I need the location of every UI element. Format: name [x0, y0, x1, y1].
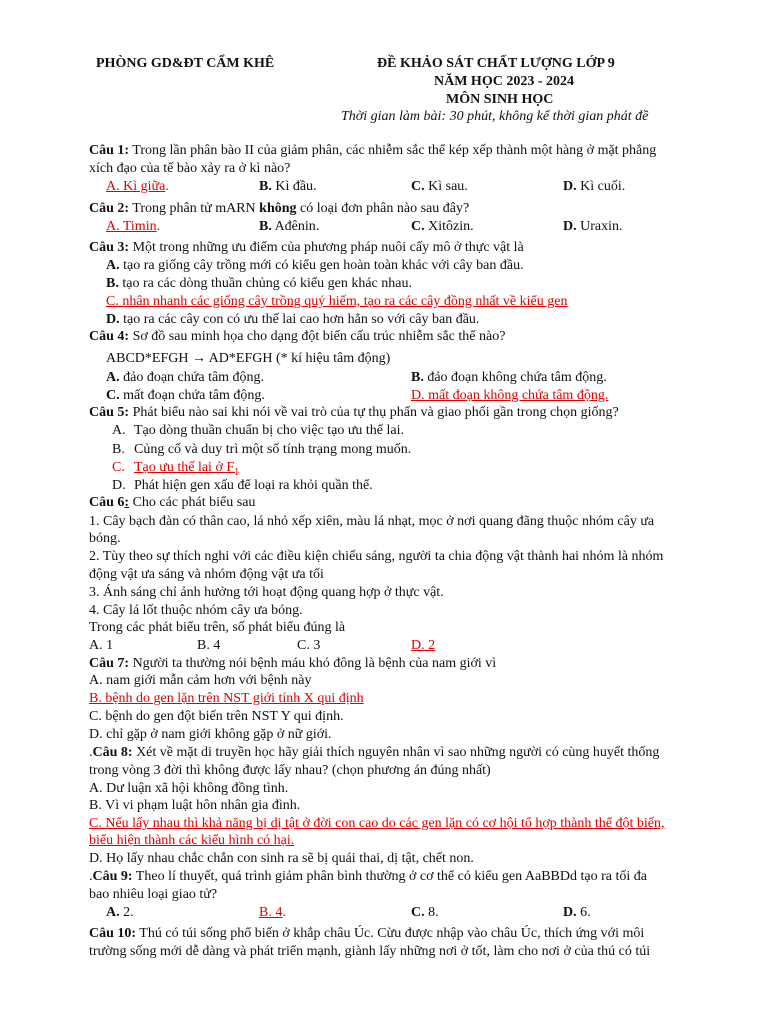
question-7: Câu 7: Người ta thường nói bệnh máu khó đông là bệnh của nam giới vì	[89, 656, 497, 671]
q9-option-a: A. 2.	[106, 905, 134, 920]
q6-statement-2: 2. Tùy theo sự thích nghi với các điều kiện chiếu sáng, người ta chia động vật thành hai nhóm là nhóm	[89, 549, 664, 564]
question-10: Câu 10: Thú có túi sống phổ biến ở khắp châu Úc. Cừu được nhập vào châu Úc, thích ứng với môi	[89, 926, 645, 941]
q5-option-b-text: Củng cố và duy trì một số tính trạng mong muốn.	[134, 442, 412, 457]
question-2: Câu 2: Trong phân tử mARN không có loại đơn phân nào sau đây?	[89, 201, 470, 216]
q6-option-a: A. 1	[89, 638, 114, 653]
q7-option-b: B. bệnh do gen lặn trên NST giới tính X qui định	[89, 691, 364, 706]
q5-option-c: C.	[112, 460, 125, 475]
question-9: .Câu 9: Theo lí thuyết, quá trình giảm phân bình thường ở cơ thể có kiểu gen AaBBDd tạo ra tối đa	[89, 869, 647, 884]
q6-statement-1: 1. Cây bạch đàn có thân cao, lá nhỏ xếp xiên, màu lá nhạt, mọc ở nơi quang đãng thuộc nhóm cây ưa	[89, 514, 655, 529]
q2-option-c: C. Xitôzin.	[411, 219, 474, 234]
q4-option-a: A. đảo đoạn chứa tâm động.	[106, 370, 265, 385]
q3-option-d: D. tạo ra các cây con có ưu thế lai cao hơn hẳn so với cây ban đầu.	[106, 312, 480, 327]
q9-option-b: B. 4.	[259, 905, 286, 920]
q6-option-d: D. 2	[411, 638, 436, 653]
q6-statement-2-cont: động vật ưa sáng và nhóm động vật ưa tối	[89, 567, 324, 582]
q1-option-d: D. Kì cuối.	[563, 179, 626, 194]
q1-option-b: B. Kì đầu.	[259, 179, 317, 194]
subject-name: MÔN SINH HỌC	[446, 92, 554, 107]
q5-option-c-text: Tạo ưu thế lai ở $F_1$	[134, 460, 240, 478]
q4-option-c: C. mất đoạn chứa tâm động.	[106, 388, 265, 403]
q9-option-c: C. 8.	[411, 905, 439, 920]
q2-option-b: B. Ađênin.	[259, 219, 320, 234]
question-1-cont: xích đạo của tế bào xảy ra ở kì nào?	[89, 161, 291, 176]
q1-option-a: A. Kì giữa.	[106, 179, 169, 194]
q6-option-c: C. 3	[297, 638, 321, 653]
q8-option-c-cont: biểu hiện thành các kiểu hình có hại.	[89, 833, 295, 848]
q2-option-d: D. Uraxin.	[563, 219, 623, 234]
department-name: PHÒNG GD&ĐT CẨM KHÊ	[96, 56, 275, 71]
time-note: Thời gian làm bài: 30 phút, không kể thời gian phát đề	[341, 109, 649, 124]
q4-option-b: B. đảo đoạn không chứa tâm động.	[411, 370, 607, 385]
q2-option-a: A. Timin.	[106, 219, 161, 234]
question-1	[89, 142, 656, 159]
q3-option-c: C. nhân nhanh các giống cây trồng quý hiếm, tạo ra các cây đồng nhất về kiểu gen	[106, 294, 568, 309]
question-8: .Câu 8: Xét về mặt di truyền học hãy giải thích nguyên nhân vì sao những người có cùng huyết thống	[89, 745, 660, 760]
question-4: Câu 4: Sơ đồ sau minh họa cho dạng đột biến cấu trúc nhiễm sắc thể nào?	[89, 329, 506, 344]
q6-option-b: B. 4	[197, 638, 221, 653]
q6-statement-1-cont: bóng.	[89, 531, 121, 546]
q9-option-d: D. 6.	[563, 905, 591, 920]
q5-option-a-text: Tạo dòng thuần chuẩn bị cho việc tạo ưu thế lai.	[134, 423, 405, 438]
question-10-cont: trường sống mới dễ dàng và phát triển mạnh, giành lấy những nơi ở tốt, làm cho nơi ở của thú có túi	[89, 944, 651, 959]
q5-option-b: B.	[112, 442, 125, 457]
q5-option-a: A.	[112, 423, 126, 438]
school-year: NĂM HỌC 2023 - 2024	[434, 74, 574, 89]
question-6: Câu 6: Cho các phát biểu sau	[89, 495, 256, 510]
q4-option-d: D. mất đoạn không chứa tâm động.	[411, 388, 609, 403]
question-3: Câu 3: Một trong những ưu điểm của phương pháp nuôi cấy mô ở thực vật là	[89, 240, 524, 255]
q8-option-a: A. Dư luận xã hội không đồng tình.	[89, 781, 289, 796]
question-9-cont: bao nhiêu loại giao tử?	[89, 887, 218, 902]
q6-statement-3: 3. Ánh sáng chỉ ảnh hưởng tới hoạt động quang hợp ở thực vật.	[89, 585, 444, 600]
q6-question: Trong các phát biểu trên, số phát biểu đúng là	[89, 620, 346, 635]
q1-option-c: C. Kì sau.	[411, 179, 468, 194]
q8-option-d: D. Họ lấy nhau chắc chắn con sinh ra sẽ bị quái thai, dị tật, chết non.	[89, 851, 474, 866]
q4-formula: ABCD*EFGH → AD*EFGH (* kí hiệu tâm động)	[106, 351, 391, 366]
q6-statement-4: 4. Cây lá lốt thuộc nhóm cây ưa bóng.	[89, 603, 303, 618]
q7-option-c: C. bệnh do gen đột biến trên NST Y qui định.	[89, 709, 344, 724]
question-5: Câu 5: Phát biểu nào sai khi nói về vai trò của tự thụ phấn và giao phối gần trong chọn giống?	[89, 405, 619, 420]
question-label: Câu 1:	[89, 143, 130, 158]
q5-option-d-text: Phát hiện gen xấu để loại ra khỏi quần thể.	[134, 478, 373, 493]
q3-option-b: B. tạo ra các dòng thuần chủng có kiểu gen khác nhau.	[106, 276, 412, 291]
question-text: Trong lần phân bào II của giảm phân, các nhiễm sắc thể kép xếp thành một hàng ở mặt phẳng	[129, 143, 657, 158]
q5-option-d: D.	[112, 478, 126, 493]
q8-option-b: B. Vì vi phạm luật hôn nhân gia đình.	[89, 798, 301, 813]
q7-option-d: D. chỉ gặp ở nam giới không gặp ở nữ giới.	[89, 727, 332, 742]
q8-option-c: C. Nếu lấy nhau thì khả năng bị dị tật ở đời con cao do các gen lặn có cơ hội tổ hợp thành thể đột biến,	[89, 816, 665, 831]
q7-option-a: A. nam giới mẫn cảm hơn với bệnh này	[89, 673, 312, 688]
exam-title: ĐỀ KHẢO SÁT CHẤT LƯỢNG LỚP 9	[377, 56, 615, 71]
question-8-cont: trong vòng 3 đời thì không được lấy nhau? (chọn phương án đúng nhất)	[89, 763, 491, 778]
q3-option-a: A. tạo ra giống cây trồng mới có kiểu gen hoàn toàn khác với cây ban đầu.	[106, 258, 524, 273]
